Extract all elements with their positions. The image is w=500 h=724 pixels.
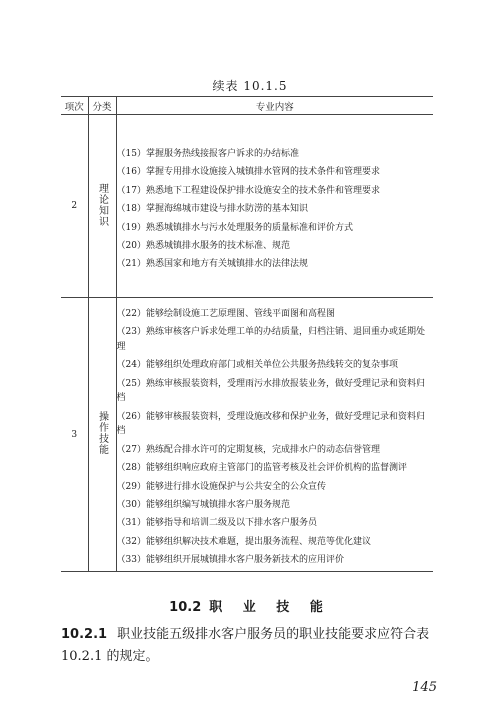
- section-title: 职 业 技 能: [209, 600, 331, 615]
- table-title: 续表 10.1.5: [212, 79, 288, 93]
- list-item: （29）能够进行排水设施保护与公共安全的公众宣传: [116, 481, 326, 492]
- category-label: 操作技能: [96, 411, 108, 456]
- list-item: （31）能够指导和培训二级及以下排水客户服务员: [116, 518, 317, 529]
- skills-table: [61, 96, 433, 572]
- list-item: （16）掌握专用排水设施接入城镇排水管网的技术条件和管理要求: [116, 167, 380, 178]
- page-number: 145: [412, 680, 437, 695]
- table-row: [61, 115, 433, 298]
- row-seq: 2: [61, 115, 88, 298]
- list-item: （26）能够审核报装资料，受理设施改移和保护业务，做好受理记录和资料归档: [116, 411, 425, 437]
- list-item: （30）能够组织编写城镇排水客户服务规范: [116, 499, 290, 510]
- clause-text: 职业技能五级排水客户服务员的职业技能要求应符合表 10.2.1 的规定。: [61, 627, 430, 664]
- table-row: [61, 298, 433, 572]
- section-heading: [0, 596, 500, 615]
- list-item: （21）熟悉国家和地方有关城镇排水的法律法规: [116, 259, 308, 270]
- row-content: [116, 298, 433, 572]
- header-seq: 项次: [61, 97, 88, 115]
- list-item: （32）能够组织解决技术难题，提出服务流程、规范等优化建议: [116, 536, 371, 547]
- category-label: 理论知识: [96, 182, 108, 227]
- list-item: （33）能够组织开展城镇排水客户服务新技术的应用评价: [116, 555, 344, 566]
- header-content: 专业内容: [116, 97, 433, 115]
- list-item: （19）熟悉城镇排水与污水处理服务的质量标准和评价方式: [116, 222, 353, 233]
- row-seq: 3: [61, 298, 88, 572]
- header-category: 分类: [88, 97, 116, 115]
- list-item: （23）熟练审核客户诉求处理工单的办结质量，归档注销、退回重办或延期处理: [116, 327, 425, 352]
- clause-paragraph: [61, 624, 437, 668]
- list-item: （27）熟练配合排水许可的定期复核，完成排水户的动态信誉管理: [116, 444, 380, 455]
- list-item: （28）能够组织响应政府主管部门的监管考核及社会评价机构的监督测评: [116, 463, 407, 474]
- list-item: （20）熟悉城镇排水服务的技术标准、规范: [116, 240, 290, 251]
- table-header-row: [61, 97, 433, 115]
- clause-number: 10.2.1: [61, 627, 108, 642]
- row-category: [88, 115, 116, 298]
- list-item: （24）能够组织处理政府部门或相关单位公共服务热线转交的复杂事项: [116, 360, 398, 371]
- list-item: （15）掌握服务热线接报客户诉求的办结标准: [116, 149, 299, 159]
- list-item: （25）熟练审核报装资料，受理雨污水排放报装业务，做好受理记录和资料归档: [116, 378, 425, 404]
- list-item: （17）熟悉地下工程建设保护排水设施安全的技术条件和管理要求: [116, 185, 380, 196]
- row-category: [88, 298, 116, 572]
- list-item: （22）能够绘制设施工艺原理图、管线平面图和高程图: [116, 309, 335, 319]
- section-number: 10.2: [169, 600, 202, 615]
- row-content: [116, 115, 433, 298]
- list-item: （18）掌握海绵城市建设与排水防涝的基本知识: [116, 204, 308, 215]
